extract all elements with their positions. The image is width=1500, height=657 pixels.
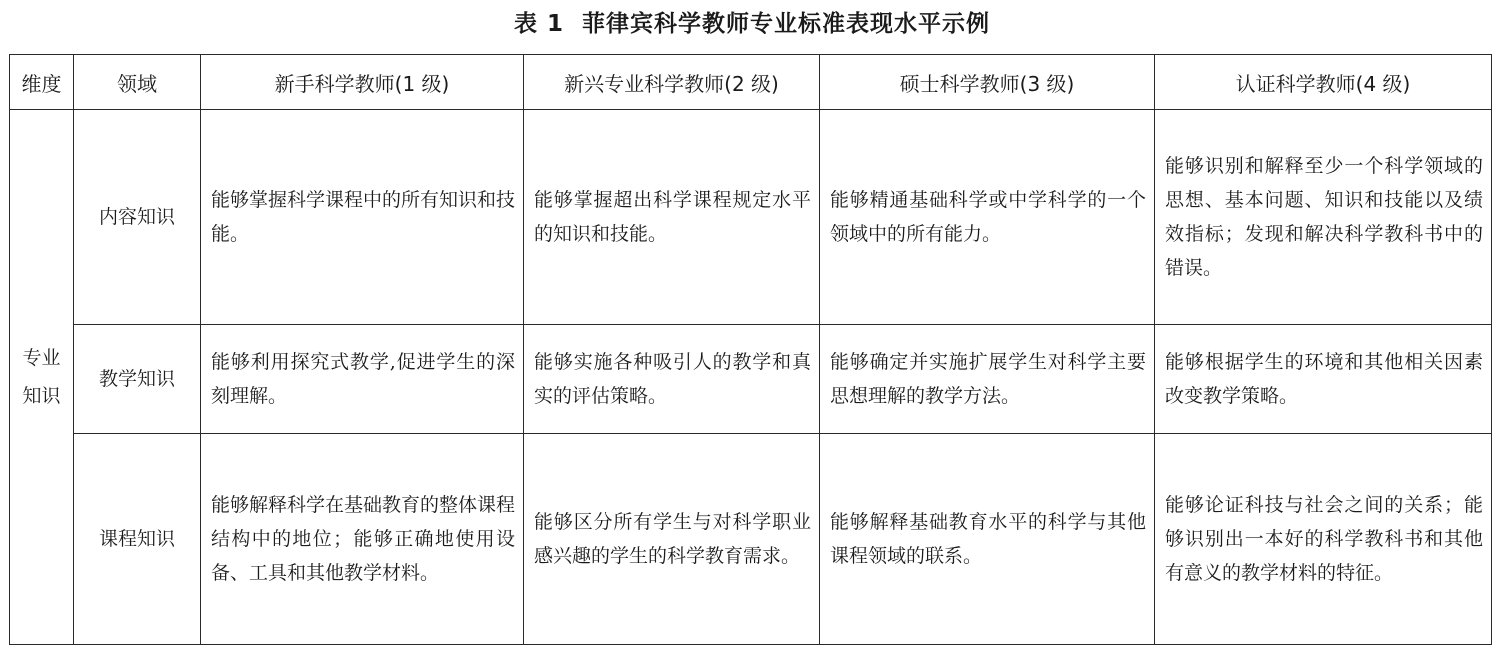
level2-cell: 能够实施各种吸引人的教学和真实的评估策略。 [524, 325, 820, 434]
standards-table [9, 54, 1492, 645]
domain-cell: 课程知识 [74, 434, 201, 645]
level4-cell: 能够识别和解释至少一个科学领域的思想、基本问题、知识和技能以及绩效指标；发现和解决科学教科书中的错误。 [1155, 110, 1492, 325]
header-dimension: 维度 [10, 55, 74, 110]
dimension-cell: 专业知识 [10, 110, 74, 645]
table-row [10, 325, 1492, 434]
level3-cell: 能够确定并实施扩展学生对科学主要思想理解的教学方法。 [820, 325, 1155, 434]
level2-cell: 能够区分所有学生与对科学职业感兴趣的学生的科学教育需求。 [524, 434, 820, 645]
header-row [10, 55, 1492, 110]
domain-cell: 教学知识 [74, 325, 201, 434]
level4-cell: 能够根据学生的环境和其他相关因素改变教学策略。 [1155, 325, 1492, 434]
level1-cell: 能够掌握科学课程中的所有知识和技能。 [201, 110, 524, 325]
level2-cell: 能够掌握超出科学课程规定水平的知识和技能。 [524, 110, 820, 325]
level1-cell: 能够解释科学在基础教育的整体课程结构中的地位；能够正确地使用设备、工具和其他教学材料。 [201, 434, 524, 645]
level4-cell: 能够论证科技与社会之间的关系；能够识别出一本好的科学教科书和其他有意义的教学材料的特征。 [1155, 434, 1492, 645]
header-domain: 领域 [74, 55, 201, 110]
header-level3: 硕士科学教师(3 级) [820, 55, 1155, 110]
level1-cell: 能够利用探究式教学,促进学生的深刻理解。 [201, 325, 524, 434]
header-level1: 新手科学教师(1 级) [201, 55, 524, 110]
header-level2: 新兴专业科学教师(2 级) [524, 55, 820, 110]
table-number: 表 1 [513, 11, 564, 37]
table-caption [0, 4, 1500, 44]
table-row [10, 110, 1492, 325]
header-level4: 认证科学教师(4 级) [1155, 55, 1492, 110]
table-title: 菲律宾科学教师专业标准表现水平示例 [582, 11, 990, 37]
level3-cell: 能够解释基础教育水平的科学与其他课程领域的联系。 [820, 434, 1155, 645]
domain-cell: 内容知识 [74, 110, 201, 325]
table-row [10, 434, 1492, 645]
level3-cell: 能够精通基础科学或中学科学的一个领域中的所有能力。 [820, 110, 1155, 325]
